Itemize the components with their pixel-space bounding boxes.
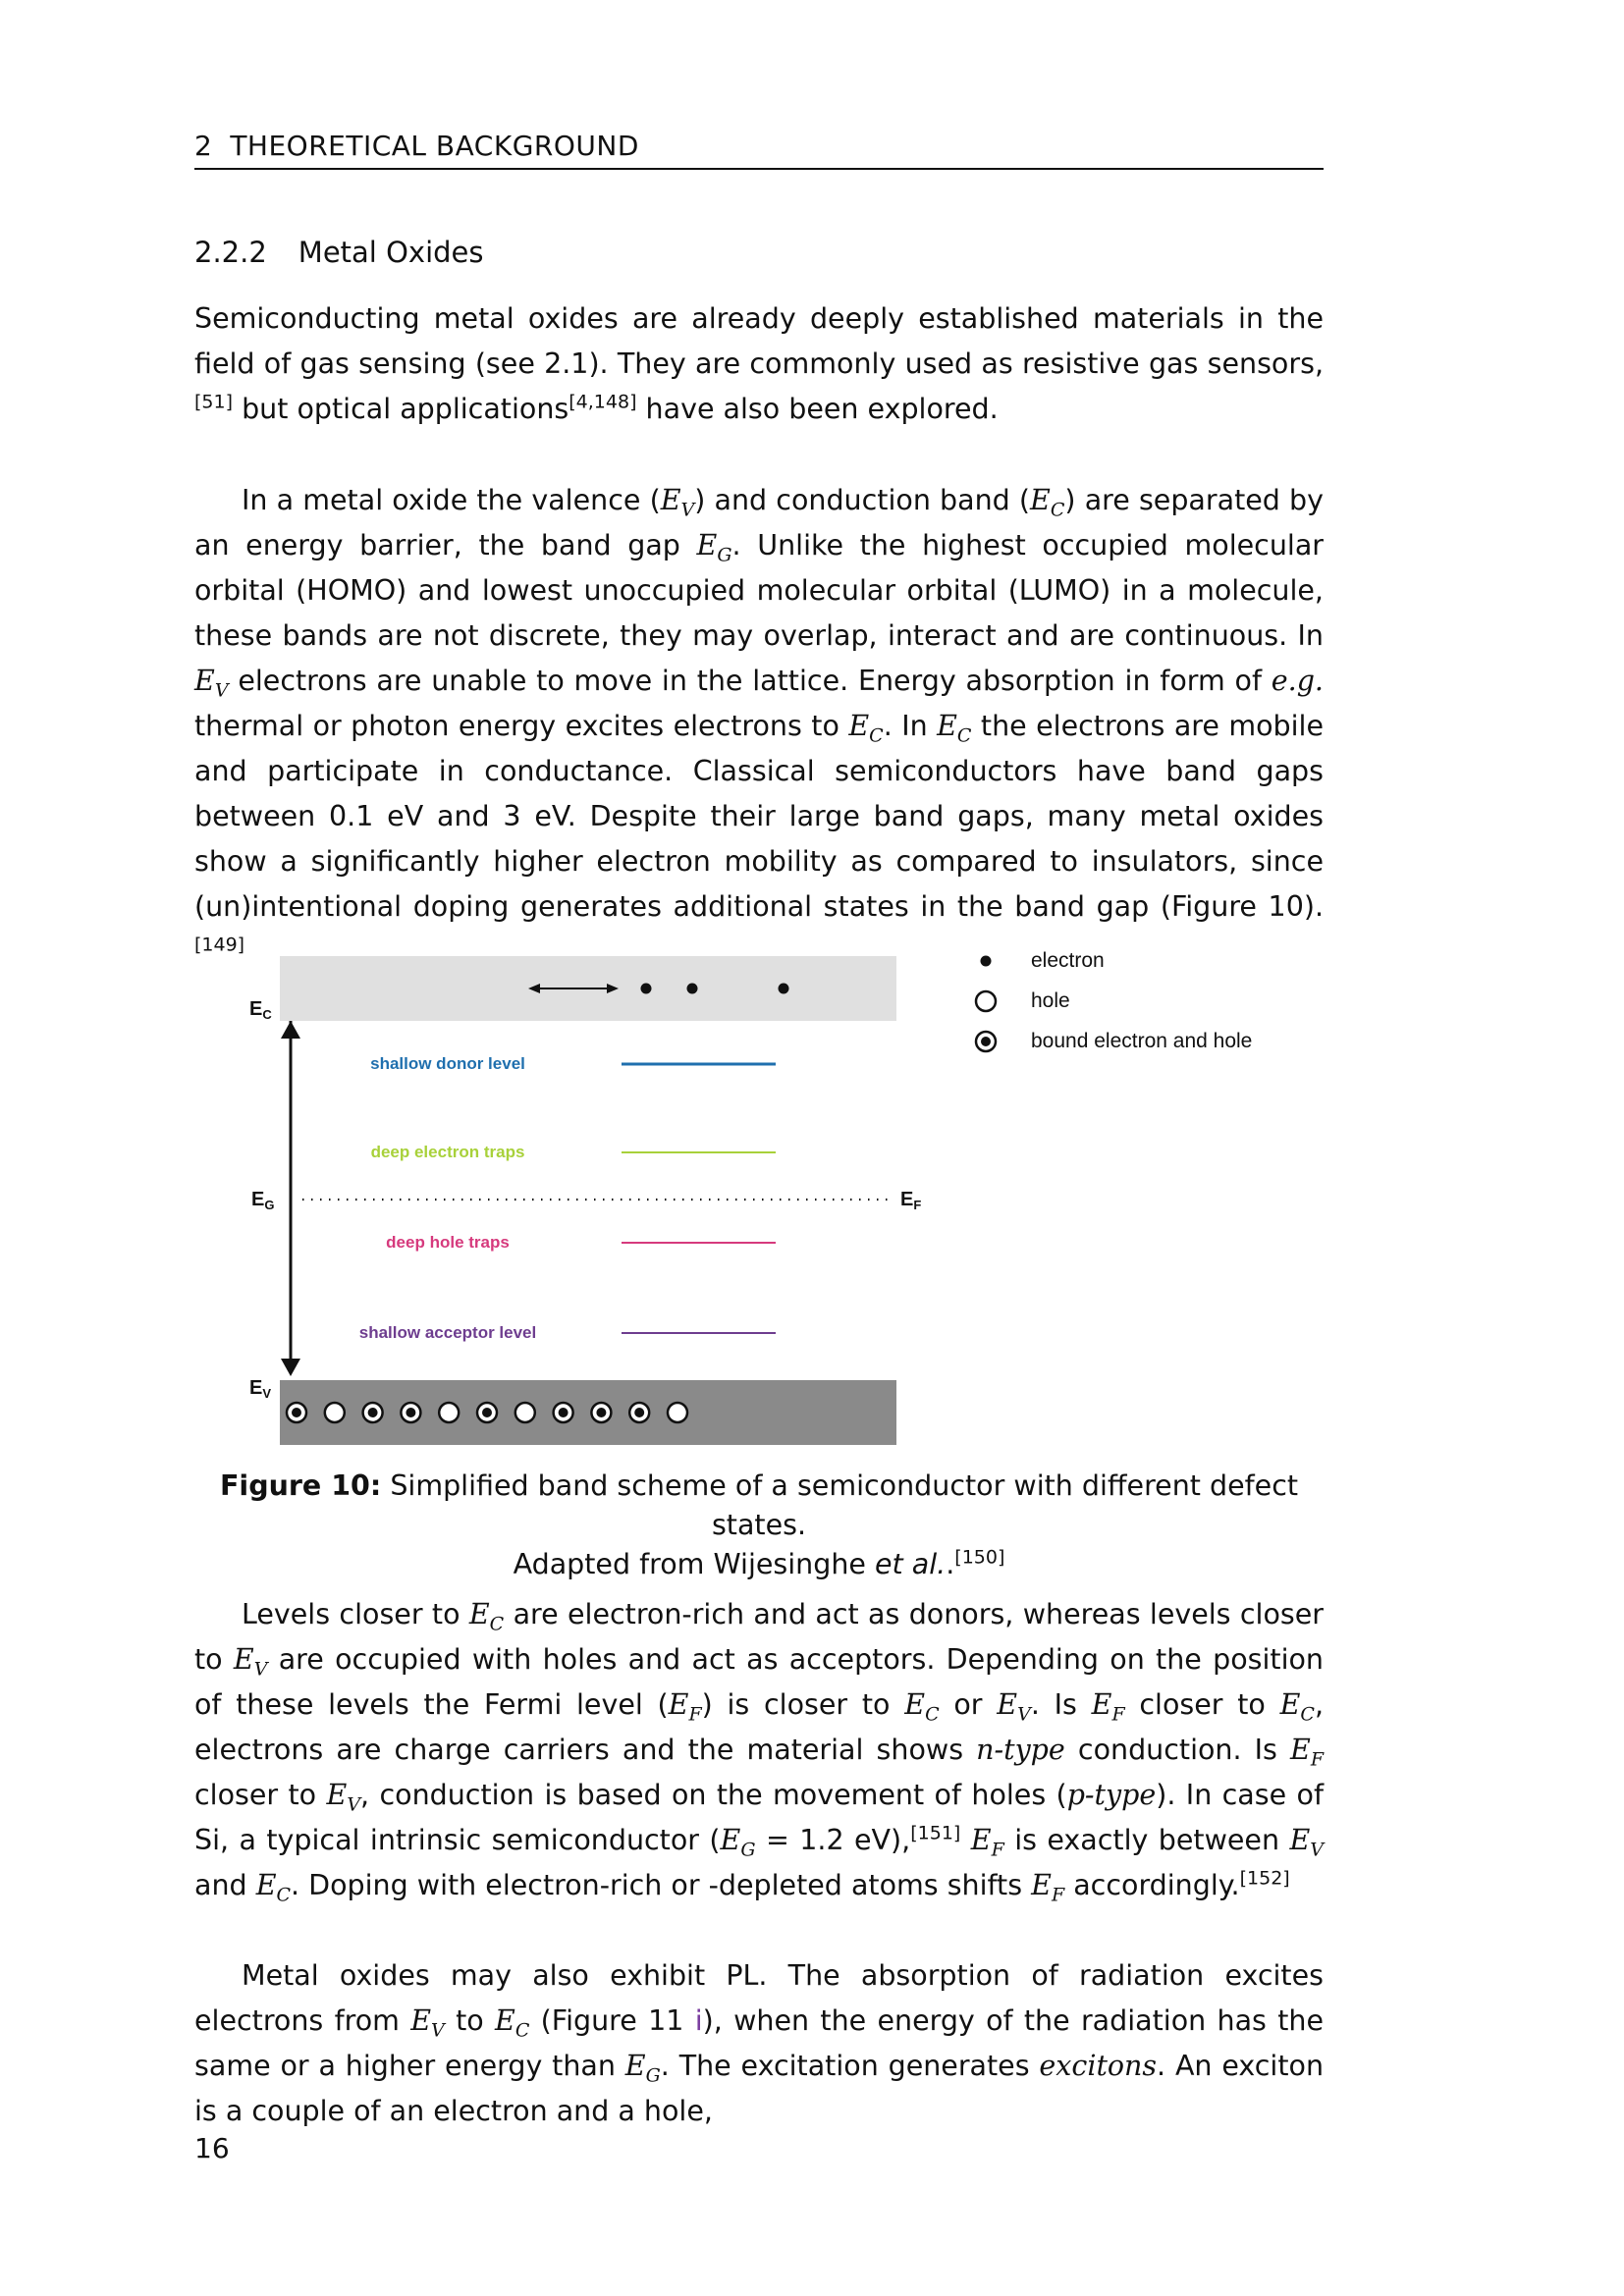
bound-electron-dot <box>368 1408 378 1417</box>
running-header <box>194 130 1324 170</box>
legend-electron-icon <box>981 956 992 967</box>
free-electron <box>687 984 698 994</box>
figure-caption: Figure 10: Simplified band scheme of a semiconductor with different defect states. Adapted from Wijesinghe et al..[150] <box>219 1469 1299 1580</box>
deep-hole-traps-label: deep hole traps <box>386 1233 510 1252</box>
ec-label: $E_C$ <box>249 998 272 1022</box>
paragraph-intro: Semiconducting metal oxides are already deeply established materials in the field of gas sensing (see 2.1). They are commonly used as resistive gas sensors,[51] but optical applications[4,148] have also been explored. <box>194 302 1324 425</box>
page-number: 16 <box>194 2132 230 2164</box>
hole <box>668 1403 687 1422</box>
section-heading <box>194 236 483 269</box>
citation: [51] <box>194 391 234 413</box>
paragraph-photoluminescence: Metal oxides may also exhibit PL. The absorption of radiation excites electrons from $E_V$ to $E_C$ (Figure 11 i), when the energy of the radiation has the same or a higher energy than $E_G$. The excitation generates excitons. An exciton is a couple of an electron and a hole, <box>194 1959 1325 2127</box>
bound-electron-dot <box>292 1408 301 1417</box>
caption-label: Figure 10: <box>219 1469 382 1502</box>
citation: [152] <box>1239 1867 1290 1890</box>
shallow-donor-label: shallow donor level <box>370 1054 525 1073</box>
eg-label: $E_G$ <box>251 1189 275 1212</box>
bound-electron-dot <box>482 1408 492 1417</box>
paragraph-fermi-level: Levels closer to $E_C$ are electron-rich and act as donors, whereas levels closer to $E_V$ are occupied with holes and act as acceptors. Depending on the position of these levels the Fermi level $(E_F)$ is closer to $E_C$ or $E_V$. Is $E_F$ closer to $E_C$, electrons are charge carriers and the material shows n-type conduction. Is $E_F$ closer to $E_V$, conduction is based on the movement of holes (p-type). In case of Si, a typical intrinsic semiconductor ($E_G = 1.2$ eV),[151] $E_F$ is exactly between $E_V$ and $E_C$. Doping with electron-rich or -depleted atoms shifts $E_F$ accordingly.[152] <box>194 1598 1325 1906</box>
free-electron <box>779 984 789 994</box>
citation: [149] <box>194 934 245 956</box>
paragraph-band-structure: In a metal oxide the valence $(E_V)$ and conduction band $(E_C)$ are separated by an energy barrier, the band gap $E_G$. Unlike the highest occupied molecular orbital (HOMO) and lowest unoccupied molecular orbital (LUMO) in a molecule, these bands are not discrete, they may overlap, interact and are continuous. In $E_V$ electrons are unable to move in the lattice. Energy absorption in form of e.g. thermal or photon energy excites electrons to $E_C$. In $E_C$ the electrons are mobile and participate in conductance. Classical semiconductors have band gaps between 0.1 eV and 3 eV. Despite their large band gaps, many metal oxides show a significantly higher electron mobility as compared to insulators, since (un)intentional doping generates additional states in the band gap (Figure 10).[149] <box>194 484 1325 956</box>
legend-bound-label: bound electron and hole <box>1031 1030 1253 1052</box>
legend-hole-icon <box>976 991 996 1011</box>
ef-label: $E_F$ <box>900 1189 922 1212</box>
bound-electron-dot <box>559 1408 568 1417</box>
bound-electron-dot <box>634 1408 644 1417</box>
band-gap-arrowhead-bottom <box>281 1359 300 1376</box>
deep-electron-traps-label: deep electron traps <box>370 1143 525 1161</box>
band-gap-arrowhead-top <box>281 1021 300 1039</box>
section-title: Metal Oxides <box>298 236 484 269</box>
legend-hole-label: hole <box>1031 989 1070 1012</box>
figure-ref-link[interactable]: i <box>694 2004 703 2037</box>
figure-band-scheme <box>194 933 1324 1482</box>
free-electron <box>641 984 652 994</box>
caption-line1: Simplified band scheme of a semiconductor with different defect states. <box>390 1469 1299 1541</box>
section-number: 2.2.2 <box>194 236 267 269</box>
chapter-title: THEORETICAL BACKGROUND <box>230 130 639 162</box>
legend-electron-label: electron <box>1031 949 1105 972</box>
hole <box>439 1403 459 1422</box>
hole <box>325 1403 345 1422</box>
ev-label: $E_V$ <box>249 1377 272 1401</box>
chapter-number: 2 <box>194 130 213 162</box>
shallow-acceptor-label: shallow acceptor level <box>358 1323 537 1342</box>
hole <box>515 1403 535 1422</box>
bound-electron-dot <box>406 1408 415 1417</box>
bound-electron-dot <box>596 1408 606 1417</box>
citation: [4,148] <box>568 391 637 413</box>
citation: [151] <box>910 1822 961 1844</box>
citation: [150] <box>954 1546 1005 1569</box>
